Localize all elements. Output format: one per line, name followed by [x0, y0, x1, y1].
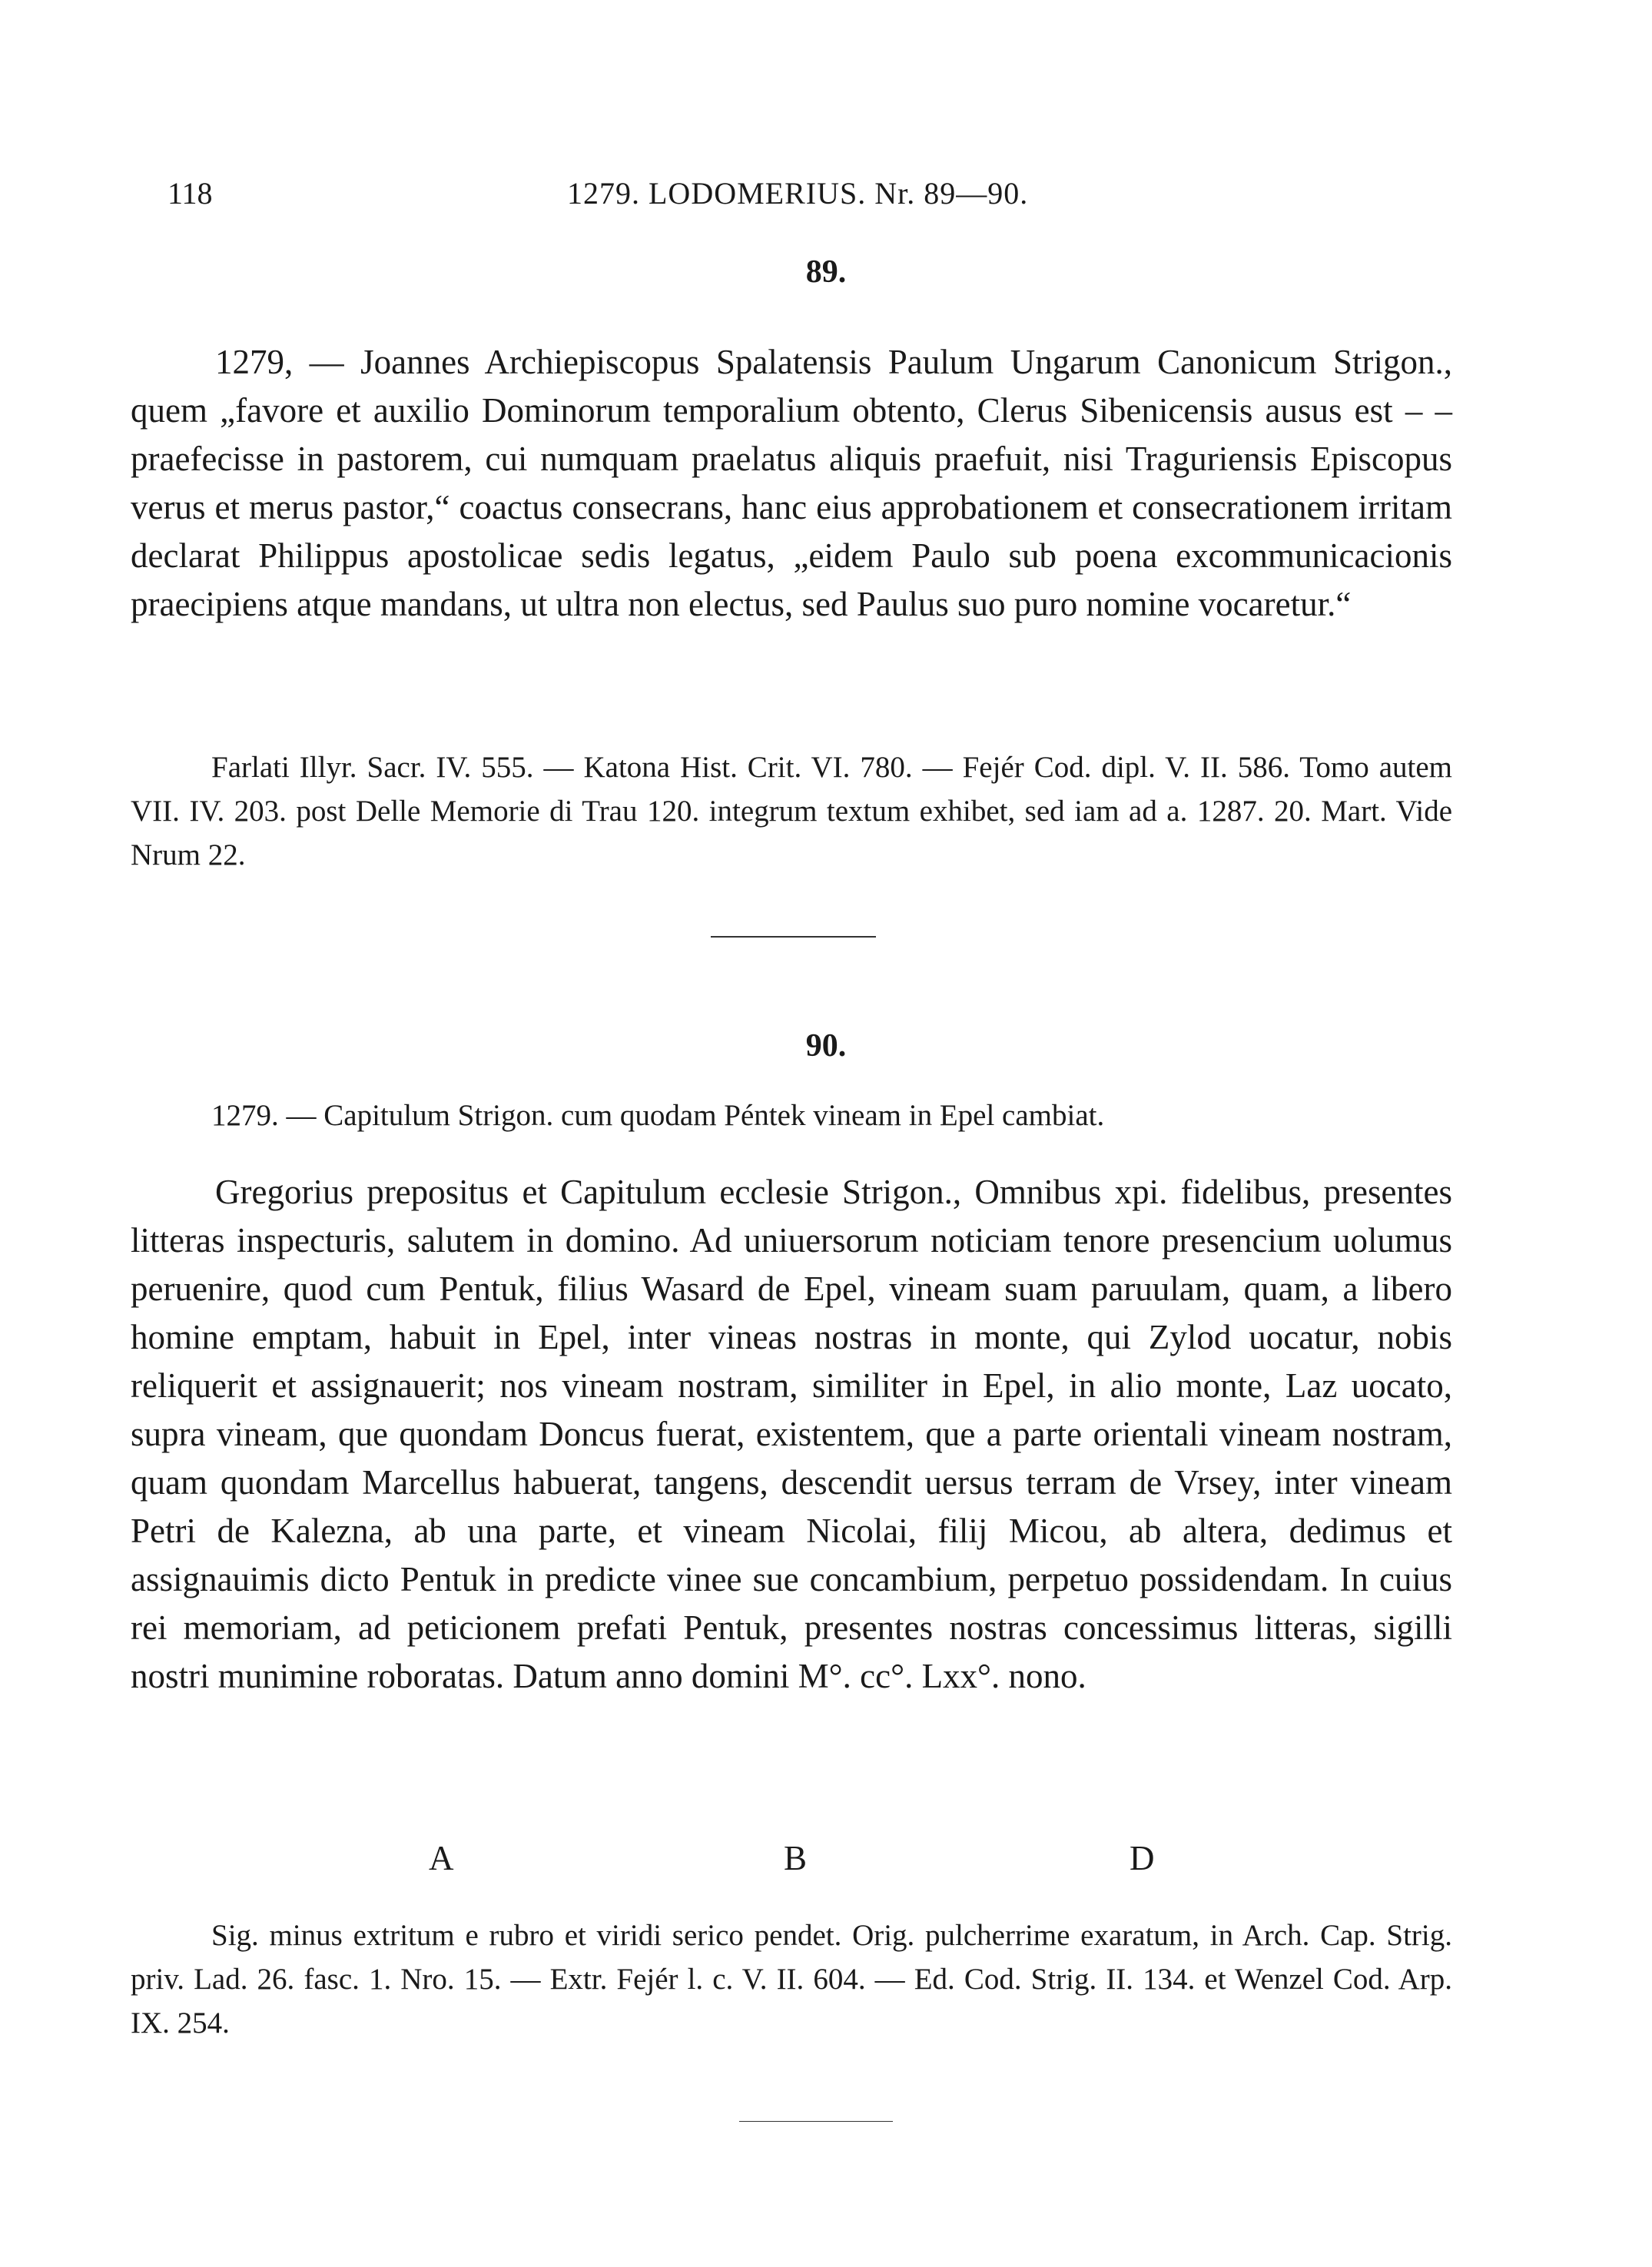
entry-90-text: Gregorius prepositus et Capitulum ecclesie Strigon., Omnibus xpi. fidelibus, presentes litteras inspecturis, salutem in domino. Ad uniuersorum noticiam tenore presencium uolumus peruenire, quod cum Pentuk, filius Wasard de Epel, vineam suam paruulam, quam, a libero homine emptam, habuit in Epel, inter vineas nostras in monte, qui Zylod uocatur, nobis reliquerit et assignauerit; nos vineam nostram, similiter in Epel, in alio monte, Laz uocato, supra vineam, que quondam Doncus fuerat, existentem, que a parte orientali vineam nostram, quam quondam Marcellus habuerat, tangens, descendit uersus terram de Vrsey, inter vineam Petri de Kalezna, ab una parte, et vineam Nicolai, filij Micou, ab altera, dedimus et assignauimis dicto Pentuk in predicte vinee sue concambium, perpetuo possidendam. In cuius rei memoriam, ad peticionem prefati Pentuk, presentes nostras concessimus litteras, sigilli nostri munimine roboratas. Datum anno domini M°. cc°. Lxx°. nono.: [131, 1173, 1452, 1695]
end-divider: [739, 2121, 893, 2122]
running-title: 1279. LODOMERIUS. Nr. 89—90.: [567, 176, 1029, 211]
chirograph-letters: [0, 1838, 1652, 1884]
chirograph-letter-b: B: [784, 1839, 808, 1877]
page-header: [168, 175, 1474, 221]
entry-89-summary-text: 1279, — Joannes Archiepiscopus Spalatensis Paulum Ungarum Canonicum Strigon., quem „favore et auxilio Dominorum temporalium obtento, Clerus Sibenicensis ausus est – – praefecisse in pastorem, cui numquam praelatus aliquis praefuit, nisi Traguriensis Episcopus verus et merus pastor,“ coactus consecrans, hanc eius approbationem et consecrationem irritam declarat Philippus apostolicae sedis legatus, „eidem Paulo sub poena excommunicacionis praecipiens atque mandans, ut ultra non electus, sed Paulus suo puro nomine vocaretur.“: [131, 343, 1452, 623]
entry-90-note: [131, 1914, 1452, 2045]
entry-89-note-text: Farlati Illyr. Sacr. IV. 555. — Katona Hist. Crit. VI. 780. — Fejér Cod. dipl. V. II. 586. Tomo autem VII. IV. 203. post Delle Memorie di Trau 120. integrum textum exhibet, sed iam ad a. 1287. 20. Mart. Vide Nrum 22.: [131, 751, 1452, 871]
entry-90-charter-text: [131, 1168, 1452, 1701]
chirograph-letter-a: A: [429, 1839, 454, 1877]
page-number: 118: [168, 176, 213, 211]
entry-89-note: [131, 745, 1452, 877]
entry-number-89: 89.: [805, 254, 847, 290]
chirograph-letter-d: D: [1130, 1839, 1155, 1877]
entry-90-summary-text: 1279. — Capitulum Strigon. cum quodam Péntek vineam in Epel cambiat.: [211, 1099, 1105, 1132]
section-divider: [711, 936, 876, 938]
entry-number-90: 90.: [805, 1028, 847, 1064]
entry-89-summary: [131, 338, 1452, 629]
entry-90-summary: [131, 1094, 1452, 1137]
entry-90-note-text: Sig. minus extritum e rubro et viridi serico pendet. Orig. pulcherrime exaratum, in Arch. Cap. Strig. priv. Lad. 26. fasc. 1. Nro. 15. — Extr. Fejér l. c. V. II. 604. — Ed. Cod. Strig. II. 134. et Wenzel Cod. Arp. IX. 254.: [131, 1919, 1452, 2040]
